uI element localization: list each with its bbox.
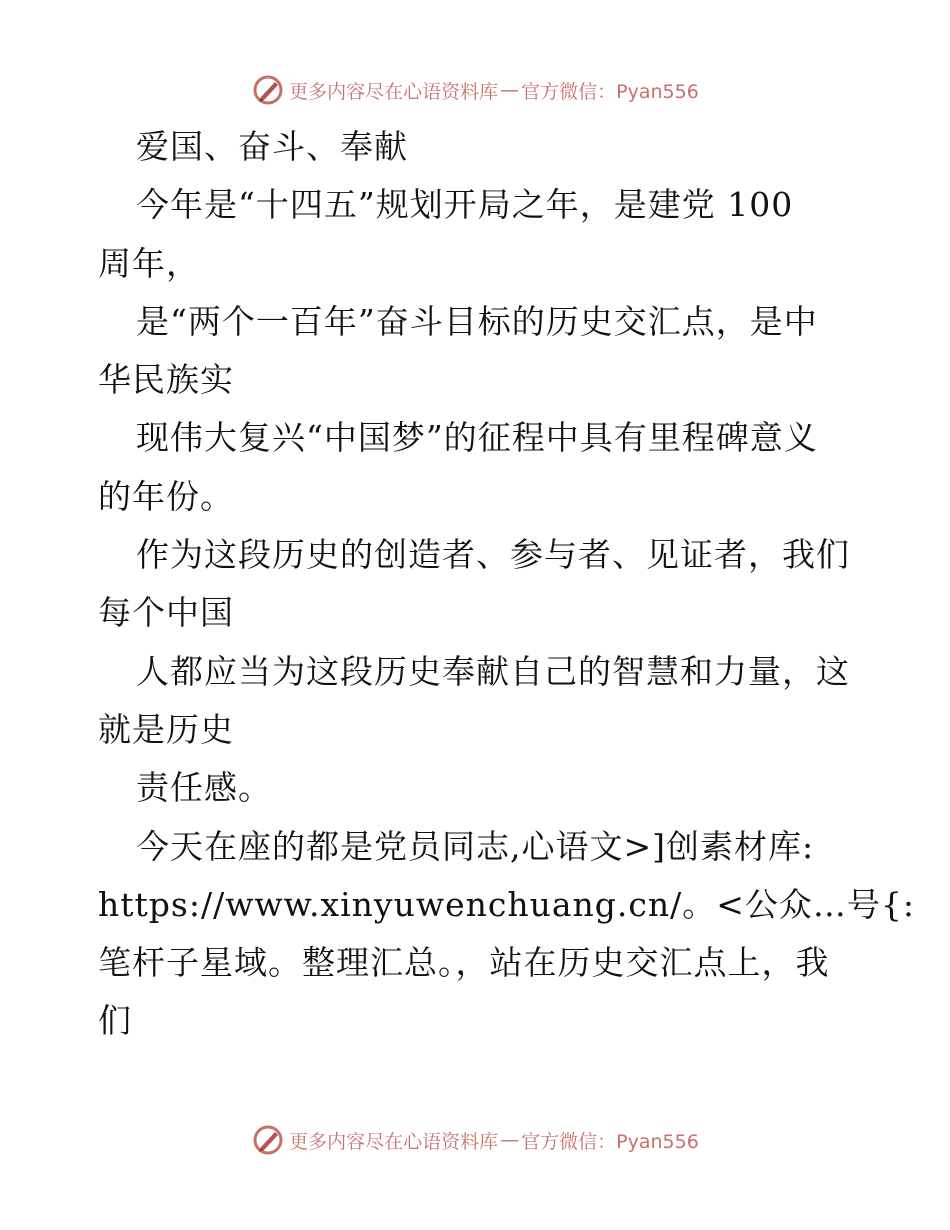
text-line: 今年是“十四五”规划开局之年，是建党 100 xyxy=(136,185,794,225)
text-line: 今天在座的都是党员同志,心语文>]创素材库: xyxy=(136,826,815,866)
header-dash: — xyxy=(500,79,520,101)
text-line: 现伟大复兴“中国梦”的征程中具有里程碑意义 xyxy=(136,418,818,458)
text-line: 爱国、奋斗、奉献 xyxy=(136,127,408,166)
text-line: 是“两个一百年”奋斗目标的历史交汇点，是中 xyxy=(136,301,818,341)
header-site-text: 更多内容尽在心语资料库 xyxy=(289,80,499,103)
text-line: 华民族实 xyxy=(98,360,234,400)
text-line: 的年份。 xyxy=(98,476,234,516)
text-line: 责任感。 xyxy=(136,768,272,808)
pen-logo-icon xyxy=(251,1123,285,1157)
header-watermark xyxy=(0,70,950,110)
text-line: 每个中国 xyxy=(98,593,234,633)
pen-logo-icon xyxy=(251,73,285,107)
text-line: https://www.xinyuwenchuang.cn/。<公众…号{: xyxy=(98,884,915,924)
document-body xyxy=(98,118,915,1051)
footer-contact-text: 官方微信：Pyan556 xyxy=(521,1130,699,1153)
text-line: 作为这段历史的创造者、参与者、见证者，我们 xyxy=(136,535,850,575)
footer-watermark xyxy=(0,1120,950,1160)
header-contact-text: 官方微信：Pyan556 xyxy=(521,80,699,103)
text-line: 就是历史 xyxy=(98,709,234,749)
text-line: 们 xyxy=(98,1001,132,1041)
text-line: 人都应当为这段历史奉献自己的智慧和力量，这 xyxy=(136,651,850,691)
text-line: 周年， xyxy=(98,243,200,283)
footer-dash: — xyxy=(500,1129,520,1151)
text-line: 笔杆子星域。整理汇总。，站在历史交汇点上，我 xyxy=(98,943,830,983)
footer-site-text: 更多内容尽在心语资料库 xyxy=(289,1130,499,1153)
